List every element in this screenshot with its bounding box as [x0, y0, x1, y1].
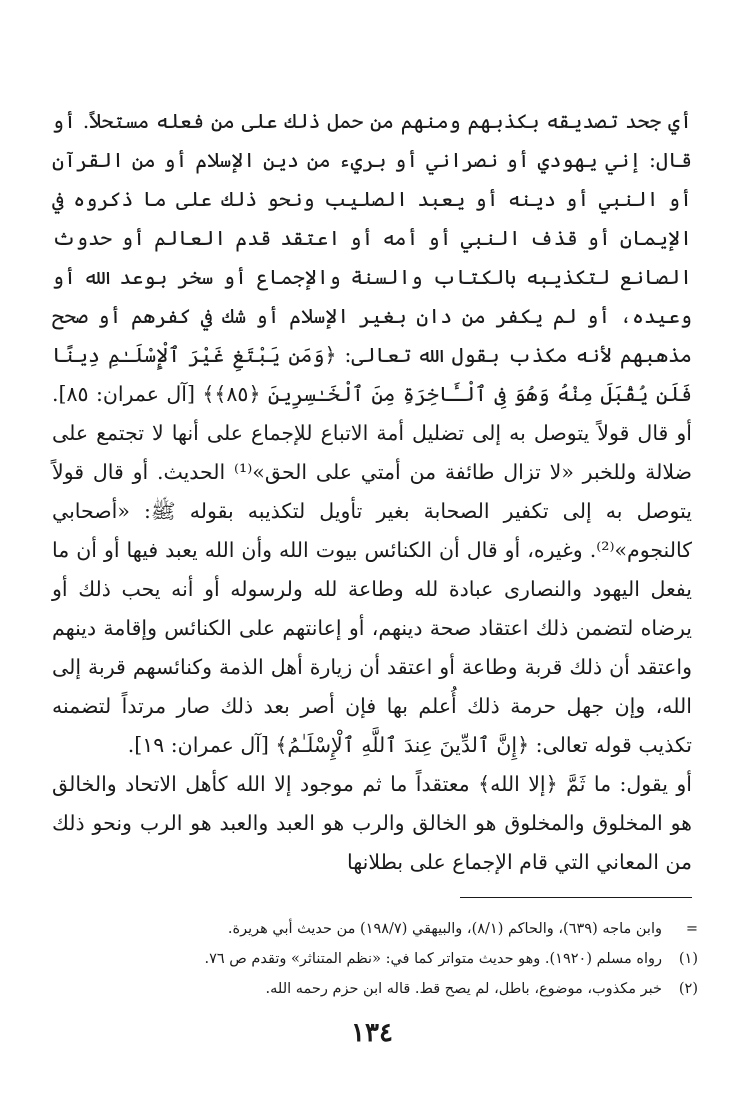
footnote-text: وابن ماجه (٦٣٩)، والحاكم (٨/١)، والبيهقي (١٩٨/٧) من حديث أبي هريرة.	[227, 921, 662, 937]
footnote-1	[110, 944, 698, 974]
footnotes	[110, 914, 698, 1004]
footnote-2	[110, 974, 698, 1004]
footnote-text: خبر مكذوب، موضوع، باطل، لم يصح قط. قاله ابن حزم رحمه الله.	[265, 981, 662, 997]
footnote-divider	[460, 897, 692, 898]
paragraph-2: أو يقول: ما ثَمَّ ﴿إلا الله﴾ معتقداً ما ثم موجود إلا الله كأهل الاتحاد والخالق هو المخلوق والمخلوق هو الخالق والرب هو العبد والعبد هو الرب ونحو ذلك من المعاني التي قام الإجماع على بطلانها	[52, 772, 692, 874]
main-text	[52, 102, 692, 882]
footnote-continuation	[110, 914, 698, 944]
footnote-marker: (٢)	[678, 981, 698, 997]
footnote-text: رواه مسلم (١٩٢٠). وهو حديث متواتر كما في: «نظم المتناثر» وتقدم ص ٧٦.	[204, 951, 662, 967]
footnote-marker: (١)	[678, 951, 698, 967]
page-number: ١٣٤	[351, 1018, 393, 1048]
paragraph-1: أي جحد تصديقه بكذبهم ومنهم من حمل ذلك على من فعله مستحلاً. أو قال: إني يهودي أو نصراني أو بريء من دين الإسلام أو من القرآن أو النبي أو دينه أو يعبد الصليب ونحو ذلك على ما ذكروه في الإيمان أو قذف النبي أو أمه أو اعتقد قدم العالم أو حدوث الصانع لتكذيبه بالكتاب والسنة والإجماع أو سخر بوعد الله أو وعيده، أو لم يكفر من دان بغير الإسلام أو شك في كفرهم أو صحح مذهبهم لأنه مكذب بقول الله تعالى: ﴿وَمَن يَبْتَغِ غَيْرَ ٱلْإِسْلَـٰمِ دِينًا فَلَن يُقْبَلَ مِنْهُ وَهُوَ فِى ٱلْـَٔاخِرَةِ مِنَ ٱلْخَـٰسِرِينَ ﴿٨٥﴾﴾ [آل عمران: ٨٥]. أو قال قولاً يتوصل به إلى تضليل أمة الاتباع للإجماع على أنها لا تجتمع على ضلالة وللخبر «لا تزال طائفة من أمتي على الحق»⁽¹⁾ الحديث. أو قال قولاً يتوصل به إلى تكفير الصحابة بغير تأويل لتكذيبه بقوله ﷺ: «أصحابي كالنجوم»⁽²⁾. وغيره، أو قال أن الكنائس بيوت الله وأن الله يعبد فيها أو أن ما يفعل اليهود والنصارى عبادة لله وطاعة لله ولرسوله أو أنه يحب ذلك أو يرضاه لتضمن ذلك اعتقاد صحة دينهم، أو إعانتهم على الكنائس وإقامة دينهم واعتقد أن ذلك قربة وطاعة أو اعتقد أن زيارة أهل الذمة وكنائسهم قربة إلى الله، وإن جهل حرمة ذلك أُعلم بها فإن أصر بعد ذلك صار مرتداً لتضمنه تكذيب قوله تعالى: ﴿إِنَّ ٱلدِّينَ عِندَ ٱللَّهِ ٱلْإِسْلَـٰمُ﴾ [آل عمران: ١٩].	[52, 109, 692, 757]
footnote-marker: =	[685, 921, 698, 937]
